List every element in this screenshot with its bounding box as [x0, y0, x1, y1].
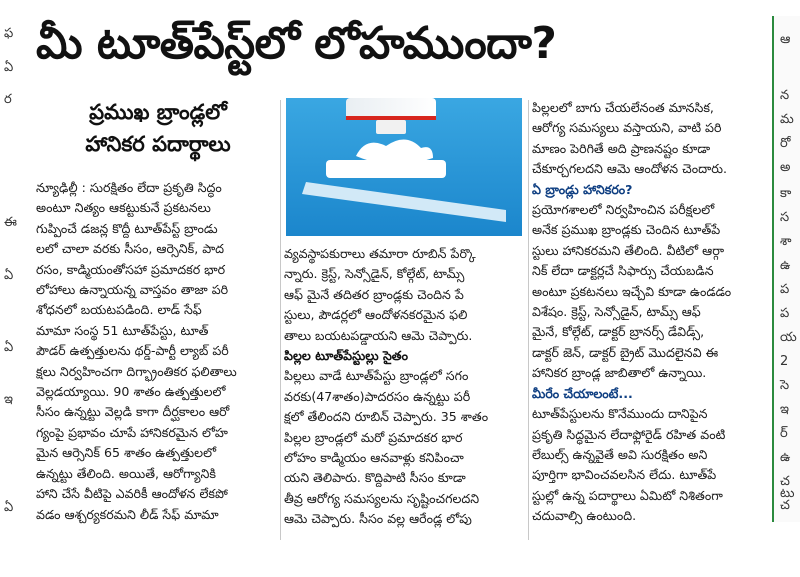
article-line: చదువాల్సి ఉంటుంది. — [532, 508, 637, 524]
article-line: స్టులు హానికరమని తేలింది. వీటిలో ఆర్గా — [532, 242, 724, 258]
article-line: మైనే, కోల్గేట్, డాక్టర్ బ్రానర్స్ డేవిడ్స్, — [532, 324, 705, 340]
article-line: తాలు బయటపడ్డాయని ఆమె చెప్పారు. — [284, 327, 473, 343]
article-line: గ్యంపై ప్రభావం చూపే హానికరమైన లోహ — [36, 424, 228, 440]
article-line: ఆఫ్ మైనే తదితర బ్రాండ్లకు చెందిన పే — [284, 286, 464, 302]
right-strip-glyph: ఉ — [780, 258, 791, 273]
right-strip-glyph: రో — [780, 136, 791, 151]
article-line: మైన ఆర్సెనిక్ 65 శాతం ఉత్పత్తులలో — [36, 445, 217, 461]
right-strip-glyph: ఉ — [780, 450, 791, 465]
right-strip-glyph: మ — [780, 112, 794, 127]
article-line: డాక్టర్ జెన్, డాక్టర్ బ్రైట్ మొదలైనవి ఈ — [532, 344, 719, 360]
article-line: విశేషం. క్రెస్ట్, సెన్సోడైన్, టామ్స్ ఆఫ్ — [532, 304, 701, 320]
article-line: హానికర బ్రాండ్ల జాబితాలో ఉన్నాయి. — [532, 365, 707, 381]
article-line: ఉన్నట్టు తేలింది. అయితే, ఆరోగ్యానికి — [36, 465, 216, 481]
brush-bristles-shape — [326, 160, 446, 178]
article-line: పిల్లలు వాడే టూత్‌పేస్టు బ్రాండ్లలో సగం — [284, 368, 469, 384]
article-line: అంటూ నిత్యం ఆకట్టుకునే ప్రకటనలు — [36, 200, 211, 216]
right-strip-glyph: య — [780, 330, 797, 345]
left-edge-glyph: ఏ — [4, 500, 14, 515]
article-line: హాని చేసే వీటిపై ఎవరికీ ఆందోళన లేకపో — [36, 486, 228, 502]
section-subhead-what-to-do: మీరేం చేయాలంటే... — [532, 385, 633, 401]
right-adjacent-article-strip — [772, 16, 800, 522]
side-heading-line1: ప్రముఖ బ్రాండ్లలో — [89, 100, 227, 124]
section-subhead-brands: ఏ బ్రాండ్లు హానికరం? — [532, 181, 633, 197]
side-heading — [40, 96, 276, 160]
left-edge-glyph: ఏ — [4, 340, 14, 355]
article-line: అంటూ ప్రకటనలు ఇచ్చేవి కూడా ఉండడం — [532, 283, 732, 299]
article-line: ఆమె చెప్పారు. సీసం వల్ల ఆరేండ్ల లోపు — [284, 511, 472, 527]
article-line: టూత్‌పేస్టులను కొనేముందు దానిపైన — [532, 406, 708, 422]
article-line: న్యూఢిల్లీ : సురక్షితం లేదా ప్రకృతి సిద్ధం — [36, 180, 222, 195]
article-line: సీసం ఉన్నట్టు వెల్లడి కాగా దీర్ఘకాలం ఆరో — [36, 404, 230, 420]
article-line: వ్యవస్థాపకురాలు తమారా రూబిన్ పేర్కొ — [284, 246, 476, 261]
right-strip-glyph: 2 — [780, 354, 789, 369]
article-column-2 — [284, 244, 524, 540]
right-strip-glyph: కా — [780, 186, 792, 201]
left-edge-clipped-column — [0, 0, 30, 577]
right-strip-glyph: స — [780, 210, 790, 225]
article-line: పూర్తిగా భావించవలసిన లేదు. టూత్‌పే — [532, 467, 717, 483]
left-edge-glyph: ఇ — [4, 392, 13, 407]
article-line: వెల్లడయ్యాయి. 90 శాతం ఉత్పత్తులలో — [36, 384, 226, 400]
right-strip-glyph: ప — [780, 306, 790, 321]
article-line: గుప్పించే డజన్ల కొద్దీ టూత్‌పేస్ట్ బ్రాండు — [36, 220, 218, 236]
article-line: వరకు(47శాతం)పాదరసం ఉన్నట్టు పరీ — [284, 388, 471, 404]
headline: మీ టూత్‌పేస్ట్‌లో లోహముందా? — [36, 18, 557, 69]
article-line: శోధనలో బయటపడింది. లాడ్ సేఫ్ — [36, 302, 202, 318]
brush-handle-shape — [302, 182, 506, 222]
article-line: వడం ఆశ్చర్యకరమని లీడ్ సేఫ్ మామా — [36, 506, 219, 522]
column-divider — [528, 100, 529, 540]
article-line: మామా సంస్థ 51 టూత్‌పేస్టు, టూత్ — [36, 322, 209, 338]
article-line: ప్రకృతి సిద్ధమైన లేదాఫ్లోరైడ్ రహిత వంటి — [532, 426, 726, 442]
right-strip-glyph: ఇ — [780, 402, 789, 417]
right-strip-glyph: ప — [780, 282, 790, 297]
article-line: తీవ్ర ఆరోగ్య సమస్యలను సృష్టించగలదని — [284, 490, 480, 506]
article-line: మాణం పెరిగితే అది ప్రాణనష్టం కూడా — [532, 140, 711, 156]
article-line: పౌడర్ ఉత్పత్తులను థర్డ్-పార్టీ ల్యాబ్ పరీ — [36, 343, 229, 359]
toothpaste-photo — [286, 98, 522, 236]
article-line: లోహం కాడ్మియం ఆనవాళ్లు కనిపించా — [284, 450, 464, 466]
article-line: లలో చాలా వరకు సీసం, ఆర్సెనిక్, పాద — [36, 241, 225, 257]
article-line: ప్రయోగశాలలో నిర్వహించిన పరీక్షలలో — [532, 202, 715, 218]
article-line: క్షలో తేలిందని రూబిన్ చెప్పారు. 35 శాతం — [284, 409, 489, 425]
article-line: యని తెలిపారు. కొద్దిపాటి సీసం కూడా — [284, 470, 466, 486]
article-line: ఆరోగ్య సమస్యలు వస్తాయని, వాటి పరి — [532, 120, 722, 136]
article-column-3 — [532, 98, 770, 540]
right-strip-glyph: అ — [780, 160, 791, 175]
toothbrush-illustration — [286, 98, 522, 236]
article-line: నిక్ లేదా డాక్టర్లచే సిఫార్సు చేయబడిన — [532, 263, 714, 279]
side-heading-line2: హానికర పదార్థాలు — [85, 132, 231, 156]
left-edge-glyph: ఫ — [4, 26, 14, 41]
article-line: అనేక ప్రముఖ బ్రాండ్లకు చెందిన టూత్‌పే — [532, 222, 721, 238]
article-line: క్షలు నిర్వహించగా దిగ్భ్రాంతికర ఫలితాలు — [36, 363, 237, 379]
article-column-1 — [36, 178, 276, 540]
article-line: చేకూర్చగలదని ఆమె ఆందోళన చెందారు. — [532, 161, 728, 177]
tube-stripe-shape — [346, 116, 436, 120]
right-strip-glyph: ర్ — [780, 426, 788, 441]
right-strip-glyph: చ — [780, 474, 790, 489]
left-edge-glyph: ర — [4, 92, 12, 107]
article-line: న్నారు. క్రెస్ట్, సెన్సోడైన్, కోల్గేట్, టామ్స్ — [284, 266, 465, 282]
article-line: పిల్లల బ్రాండ్లలో మరో ప్రమాదకర భార — [284, 429, 463, 445]
article-line: స్టులు, పౌడర్లలో ఆందోళనకరమైన ఫలి — [284, 307, 468, 323]
right-strip-glyph: ఆ — [780, 32, 791, 47]
article-line: లేబుల్స్ ఉన్నవైతే అవి సురక్షితం అని — [532, 446, 708, 462]
article-line: రసం, కాడ్మియంతోసహా ప్రమాదకర భార — [36, 261, 226, 277]
right-strip-glyph: న — [780, 88, 790, 103]
left-edge-glyph: ఈ — [4, 215, 17, 230]
article-line: లోహాలు ఉన్నాయన్న వాస్తవం తాజా పరి — [36, 282, 229, 298]
article-line: స్టుల్లో ఉన్న పదార్థాలు ఏమిటో నిశితంగా — [532, 487, 723, 503]
section-subhead-kids: పిల్లల టూత్‌పేస్టుల్లు సైతం — [284, 348, 408, 364]
column-divider — [280, 100, 281, 540]
right-strip-glyph: చ — [780, 498, 790, 513]
left-edge-glyph: ఏ — [4, 268, 14, 283]
right-strip-glyph: శా — [780, 234, 792, 249]
right-strip-glyph: సె — [780, 378, 790, 393]
article-line: పిల్లలలో బాగు చేయలేనంత మానసిక, — [532, 100, 714, 115]
right-strip-glyph: టు — [780, 486, 795, 501]
tube-nozzle-shape — [376, 120, 406, 134]
left-edge-glyph: ఏ — [4, 60, 14, 75]
